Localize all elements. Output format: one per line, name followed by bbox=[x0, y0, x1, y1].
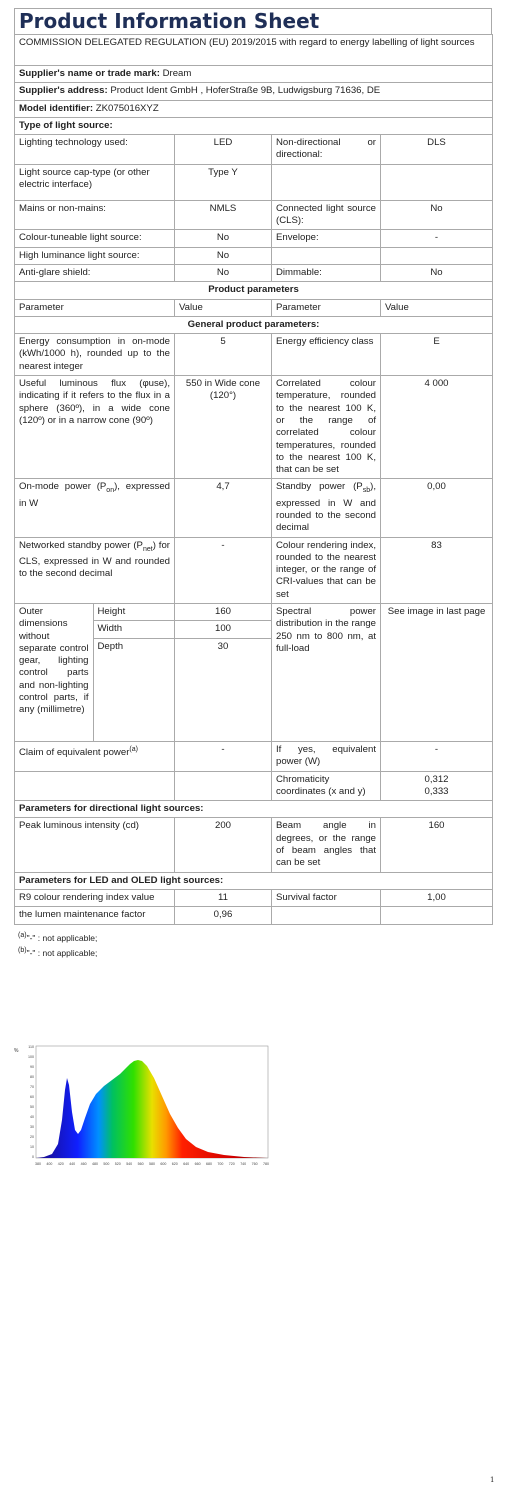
cell: Colour-tuneable light source: bbox=[15, 230, 175, 247]
x-tick-label: 680 bbox=[206, 1162, 212, 1166]
cell: - bbox=[175, 537, 272, 603]
supplier-name-value: Dream bbox=[162, 68, 192, 79]
dimensions-table bbox=[15, 604, 174, 741]
regulation-text: COMMISSION DELEGATED REGULATION (EU) 2019/2015 with regard to energy labelling of light sources bbox=[15, 35, 493, 66]
type-row bbox=[15, 164, 493, 200]
x-tick-label: 480 bbox=[92, 1162, 98, 1166]
text: 0,312 bbox=[424, 773, 449, 785]
cell bbox=[15, 742, 175, 772]
y-tick-label: 20 bbox=[30, 1135, 34, 1139]
x-tick-label: 720 bbox=[228, 1162, 235, 1166]
supplier-address-value: Product Ident GmbH , HoferStraße 9B, Ludwigsburg 71636, DE bbox=[110, 85, 381, 97]
text: Claim of equivalent power bbox=[19, 747, 130, 759]
cell: Connected light source (CLS): bbox=[272, 200, 381, 230]
cell bbox=[381, 164, 493, 200]
subscript: sb bbox=[362, 487, 371, 495]
cell: Mains or non-mains: bbox=[15, 200, 175, 230]
footnote-mark: (a) bbox=[18, 931, 27, 939]
y-tick-label: 90 bbox=[30, 1065, 34, 1069]
x-tick-label: 780 bbox=[263, 1162, 269, 1166]
y-tick-label: 0 bbox=[32, 1155, 34, 1159]
cell: Beam angle in degrees, or the range of beam angles that can be set bbox=[272, 818, 381, 872]
superscript: (a) bbox=[129, 746, 138, 753]
cell: 11 bbox=[175, 889, 272, 906]
dimension-key: Height bbox=[93, 604, 174, 621]
column-header: Value bbox=[175, 299, 272, 316]
cell: Useful luminous flux (φuse), indicating if it refers to the flux in a sphere (360º), in a wide cone (120º) or in a narrow cone (90º) bbox=[15, 376, 175, 479]
dimensions-values-cell bbox=[175, 604, 272, 742]
cell: No bbox=[381, 200, 493, 230]
cell: 200 bbox=[175, 818, 272, 872]
cell: Survival factor bbox=[272, 889, 381, 906]
y-unit: % bbox=[14, 1048, 19, 1054]
supplier-name-label: Supplier's name or trade mark: bbox=[19, 68, 160, 79]
text: ), expressed in W bbox=[19, 481, 171, 509]
subscript: on bbox=[106, 487, 115, 495]
dimension-value: 160 bbox=[175, 604, 271, 621]
x-tick-label: 560 bbox=[137, 1162, 144, 1166]
x-tick-label: 440 bbox=[69, 1162, 76, 1166]
x-tick-label: 640 bbox=[183, 1162, 190, 1166]
led-row bbox=[15, 889, 493, 906]
cell: No bbox=[381, 264, 493, 281]
cell: If yes, equivalent power (W) bbox=[272, 742, 381, 772]
claim-row bbox=[15, 742, 493, 772]
x-tick-label: 740 bbox=[240, 1162, 247, 1166]
cell: DLS bbox=[381, 135, 493, 165]
cell: Type Y bbox=[175, 164, 272, 200]
x-tick-label: 400 bbox=[46, 1162, 53, 1166]
y-tick-label: 30 bbox=[30, 1125, 34, 1129]
x-tick-label: 600 bbox=[160, 1162, 167, 1166]
cell: 160 bbox=[381, 818, 493, 872]
cell: Chromaticity coordinates (x and y) bbox=[272, 771, 381, 801]
cell: Energy efficiency class bbox=[272, 334, 381, 376]
led-heading: Parameters for LED and OLED light sources: bbox=[15, 872, 493, 889]
model-label: Model identifier: bbox=[19, 102, 94, 114]
text: Standby power (P bbox=[276, 481, 363, 493]
y-tick-label: 80 bbox=[30, 1075, 34, 1079]
dimension-key: Depth bbox=[93, 638, 174, 655]
cell: Lighting technology used: bbox=[15, 135, 175, 165]
cell bbox=[272, 164, 381, 200]
cell bbox=[381, 247, 493, 264]
y-tick-labels bbox=[28, 1045, 34, 1159]
cell: No bbox=[175, 230, 272, 247]
directional-row bbox=[15, 818, 493, 872]
footnote-mark: (b) bbox=[18, 947, 27, 955]
model-value: ZK075016XYZ bbox=[95, 102, 159, 114]
cell: - bbox=[381, 230, 493, 247]
cell: E bbox=[381, 334, 493, 376]
x-tick-label: 420 bbox=[57, 1162, 64, 1166]
directional-heading: Parameters for directional light sources: bbox=[15, 801, 493, 818]
y-tick-label: 40 bbox=[30, 1115, 34, 1119]
x-tick-labels bbox=[35, 1162, 269, 1166]
x-tick-label: 700 bbox=[217, 1162, 224, 1166]
cell bbox=[381, 907, 493, 924]
product-information-sheet bbox=[14, 8, 492, 960]
type-row bbox=[15, 264, 493, 281]
cell: No bbox=[175, 247, 272, 264]
cell: Colour rendering index, rounded to the nearest integer, or the range of CRI-values that can be set bbox=[272, 537, 381, 603]
cell: the lumen maintenance factor bbox=[15, 907, 175, 924]
cell: 0,96 bbox=[175, 907, 272, 924]
x-tick-label: 520 bbox=[114, 1162, 121, 1166]
led-row bbox=[15, 907, 493, 924]
page-number: 1 bbox=[490, 1476, 495, 1484]
cell: Spectral power distribution in the range 250 nm to 800 nm, at full-load bbox=[272, 604, 381, 742]
footnotes bbox=[18, 929, 492, 961]
text: ), expressed in W and rounded to the second decimal bbox=[276, 481, 376, 534]
dimension-value: 100 bbox=[175, 621, 271, 638]
y-tick-label: 70 bbox=[30, 1085, 34, 1089]
subscript: net bbox=[142, 545, 153, 553]
cell bbox=[381, 771, 493, 801]
cell: - bbox=[381, 742, 493, 772]
column-header: Value bbox=[381, 299, 493, 316]
cell: - bbox=[175, 742, 272, 772]
x-tick-label: 620 bbox=[171, 1162, 178, 1166]
cell bbox=[272, 247, 381, 264]
cell: No bbox=[175, 264, 272, 281]
cell: 1,00 bbox=[381, 889, 493, 906]
model-row bbox=[15, 100, 493, 117]
supplier-address-row bbox=[15, 83, 493, 100]
type-row bbox=[15, 230, 493, 247]
text: 0,333 bbox=[424, 785, 449, 797]
type-heading: Type of light source: bbox=[15, 117, 493, 134]
type-row bbox=[15, 247, 493, 264]
dimension-value: 30 bbox=[217, 640, 229, 652]
cell bbox=[272, 479, 381, 537]
y-tick-label: 50 bbox=[30, 1105, 34, 1109]
dimension-blank bbox=[93, 655, 174, 741]
supplier-address-label: Supplier's address: bbox=[19, 85, 108, 97]
cell: Correlated colour temperature, rounded to the nearest 100 K, or the range of correlated colour temperatures, rounded to the nearest 100 K, that can be set bbox=[272, 376, 381, 479]
cell bbox=[272, 907, 381, 924]
footnote-text: "-" : not applicable; bbox=[26, 948, 98, 959]
cell: LED bbox=[175, 135, 272, 165]
cell: NMLS bbox=[175, 200, 272, 230]
y-tick-label: 110 bbox=[28, 1045, 34, 1049]
product-params-heading: Product parameters bbox=[15, 282, 493, 299]
cell: Anti-glare shield: bbox=[15, 264, 175, 281]
info-table bbox=[14, 34, 493, 925]
cell: Energy consumption in on-mode (kWh/1000 h), rounded up to the nearest integer bbox=[15, 334, 175, 376]
cell: 0,00 bbox=[381, 479, 493, 537]
footnote bbox=[18, 944, 492, 960]
y-tick-label: 100 bbox=[28, 1055, 34, 1059]
cell: 5 bbox=[175, 334, 272, 376]
cell: Dimmable: bbox=[272, 264, 381, 281]
dimensions-row bbox=[15, 604, 493, 742]
cell bbox=[15, 771, 175, 801]
page-title: Product Information Sheet bbox=[14, 8, 492, 34]
type-row bbox=[15, 200, 493, 230]
cell: Peak luminous intensity (cd) bbox=[15, 818, 175, 872]
x-tick-label: 580 bbox=[149, 1162, 155, 1166]
cell bbox=[175, 771, 272, 801]
column-header: Parameter bbox=[15, 299, 175, 316]
text: ) for CLS, expressed in W and rounded to the second decimal bbox=[19, 539, 170, 580]
cell: See image in last page bbox=[381, 604, 493, 742]
cell bbox=[15, 537, 175, 603]
dimensions-cell bbox=[15, 604, 175, 742]
column-header-row bbox=[15, 299, 493, 316]
column-header: Parameter bbox=[272, 299, 381, 316]
cell: Non-directional or directional: bbox=[272, 135, 381, 165]
cell: 83 bbox=[381, 537, 493, 603]
general-params-heading: General product parameters: bbox=[15, 316, 493, 333]
onmode-row bbox=[15, 479, 493, 537]
text: Networked standby power (P bbox=[19, 539, 143, 551]
cell: Light source cap-type (or other electric interface) bbox=[15, 164, 175, 200]
cell: 4,7 bbox=[175, 479, 272, 537]
cell: High luminance light source: bbox=[15, 247, 175, 264]
energy-row bbox=[15, 334, 493, 376]
flux-row bbox=[15, 376, 493, 479]
x-tick-label: 540 bbox=[126, 1162, 133, 1166]
y-tick-label: 10 bbox=[30, 1145, 34, 1149]
cell: Envelope: bbox=[272, 230, 381, 247]
type-row bbox=[15, 135, 493, 165]
x-tick-label: 460 bbox=[80, 1162, 87, 1166]
dimension-key: Width bbox=[93, 621, 174, 638]
x-tick-label: 760 bbox=[251, 1162, 258, 1166]
supplier-name-row bbox=[15, 66, 493, 83]
dimensions-values bbox=[175, 604, 271, 655]
cell: 550 in Wide cone (120°) bbox=[175, 376, 272, 479]
cell: 4 000 bbox=[381, 376, 493, 479]
spectrum-chart bbox=[14, 1040, 274, 1172]
chroma-row bbox=[15, 771, 493, 801]
footnote-text: "-" : not applicable; bbox=[26, 932, 98, 943]
footnote bbox=[18, 929, 492, 945]
cell: R9 colour rendering index value bbox=[15, 889, 175, 906]
text: On-mode power (P bbox=[19, 481, 107, 493]
x-tick-label: 380 bbox=[35, 1162, 41, 1166]
x-tick-label: 500 bbox=[103, 1162, 110, 1166]
x-tick-label: 660 bbox=[194, 1162, 201, 1166]
cell bbox=[15, 479, 175, 537]
dimensions-label: Outer dimensions without separate control gear, lighting control parts and non-lighting control parts, if any (millimetre) bbox=[19, 606, 89, 716]
networked-row bbox=[15, 537, 493, 603]
y-tick-label: 60 bbox=[30, 1095, 34, 1099]
